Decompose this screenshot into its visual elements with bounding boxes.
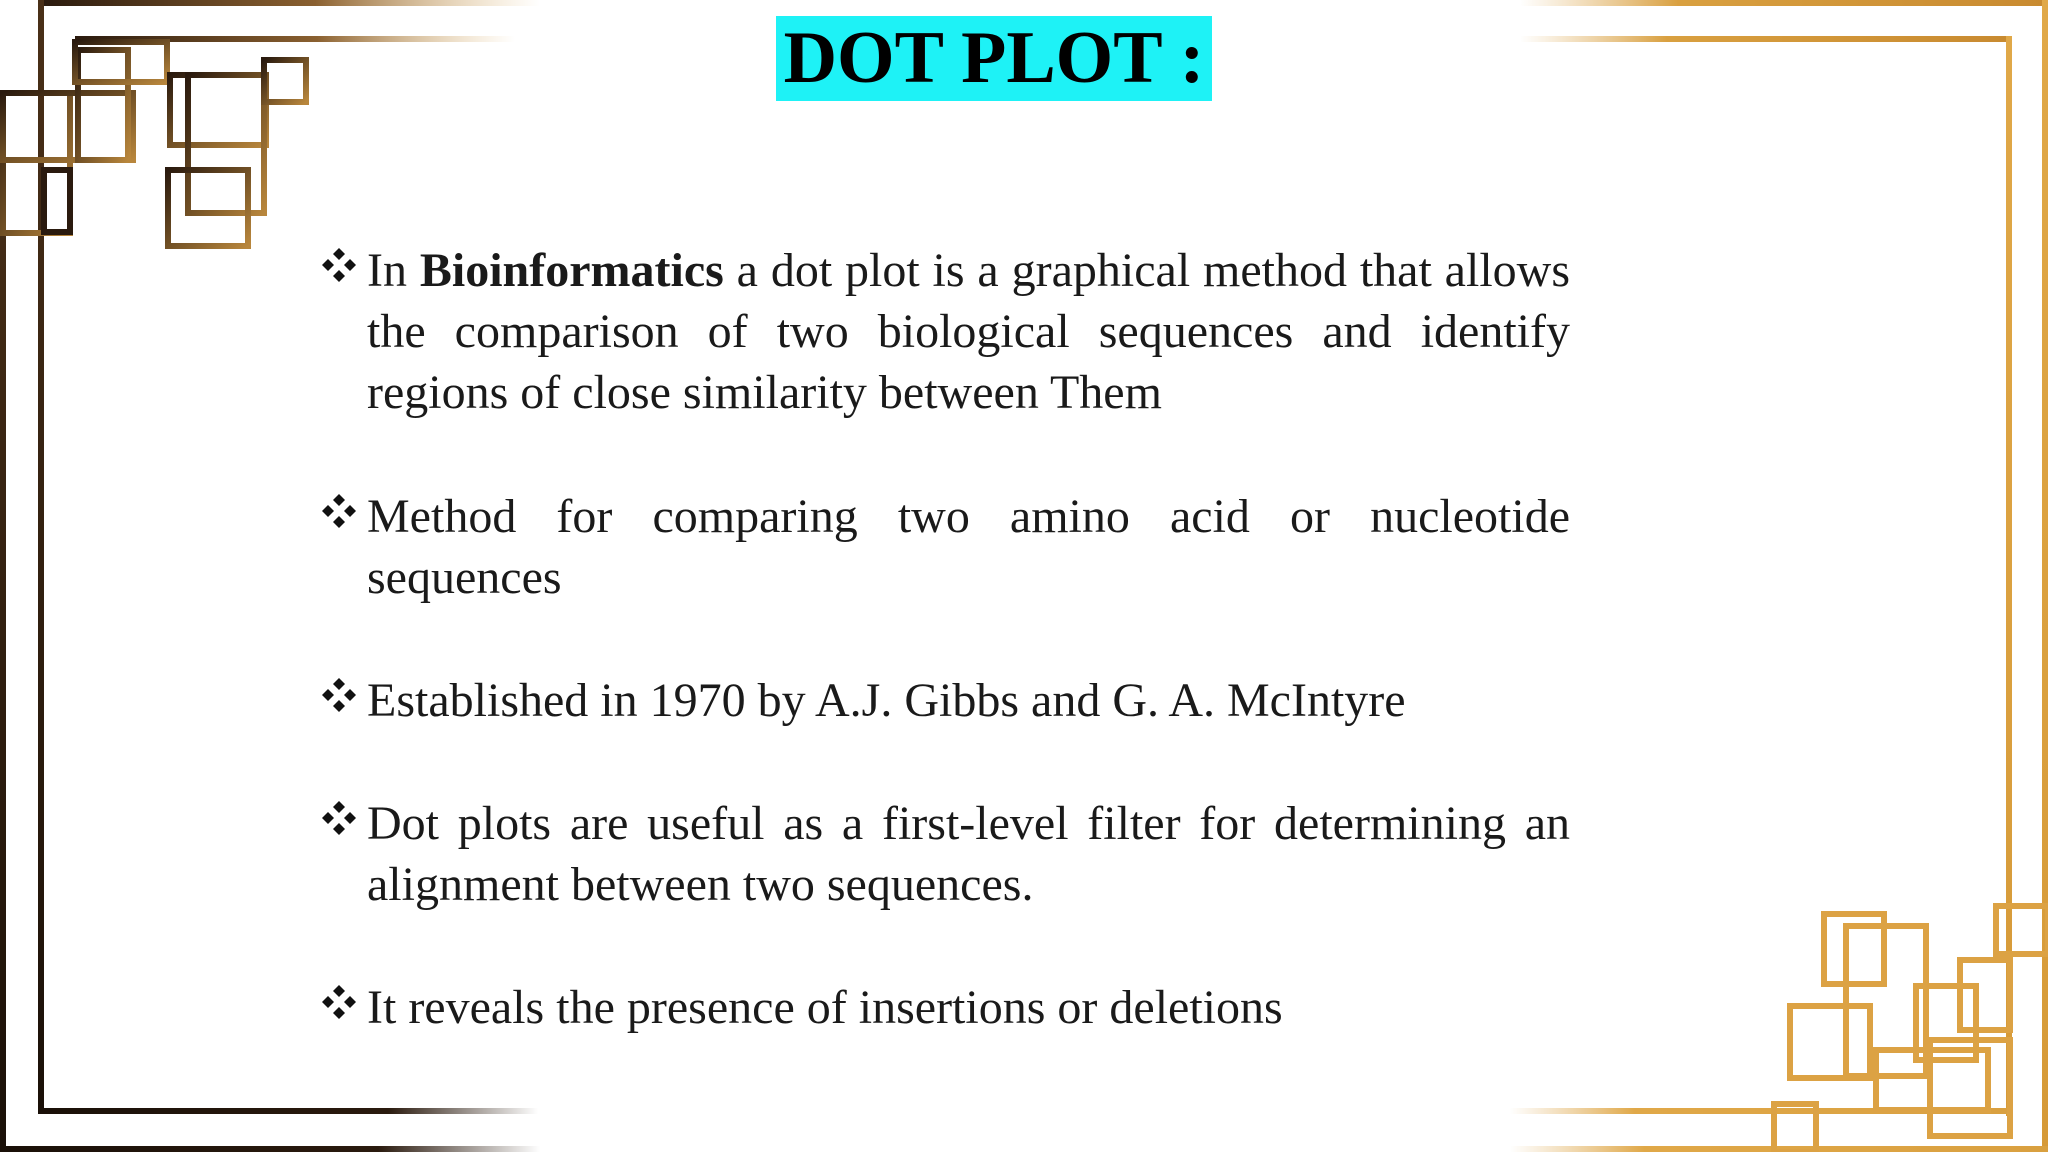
page-title: DOT PLOT : bbox=[776, 16, 1212, 101]
four-diamond-bullet-icon bbox=[320, 676, 358, 714]
four-diamond-bullet-icon bbox=[320, 983, 358, 1021]
four-diamond-bullet-icon bbox=[320, 492, 358, 530]
bullet-text: Method for comparing two amino acid or nucleotide sequences bbox=[367, 490, 1570, 604]
list-item bbox=[320, 240, 1570, 423]
bullet-text bbox=[367, 244, 1570, 419]
list-item bbox=[320, 486, 1570, 608]
bullet-prefix: In bbox=[367, 244, 420, 297]
bullet-text: Dot plots are useful as a first-level filter for determining an alignment between two sequences. bbox=[367, 797, 1570, 911]
bullet-suffix: a dot plot is a graphical method that allows the comparison of two biological sequences and identify regions of close similarity between Them bbox=[367, 244, 1570, 419]
list-item bbox=[320, 977, 1570, 1038]
list-item bbox=[320, 793, 1570, 915]
bullet-text: Established in 1970 by A.J. Gibbs and G. A. McIntyre bbox=[367, 674, 1406, 727]
bold-term: Bioinformatics bbox=[419, 244, 724, 297]
four-diamond-bullet-icon bbox=[320, 246, 358, 284]
four-diamond-bullet-icon bbox=[320, 799, 358, 837]
list-item bbox=[320, 670, 1570, 731]
bullet-text: It reveals the presence of insertions or deletions bbox=[367, 981, 1283, 1034]
